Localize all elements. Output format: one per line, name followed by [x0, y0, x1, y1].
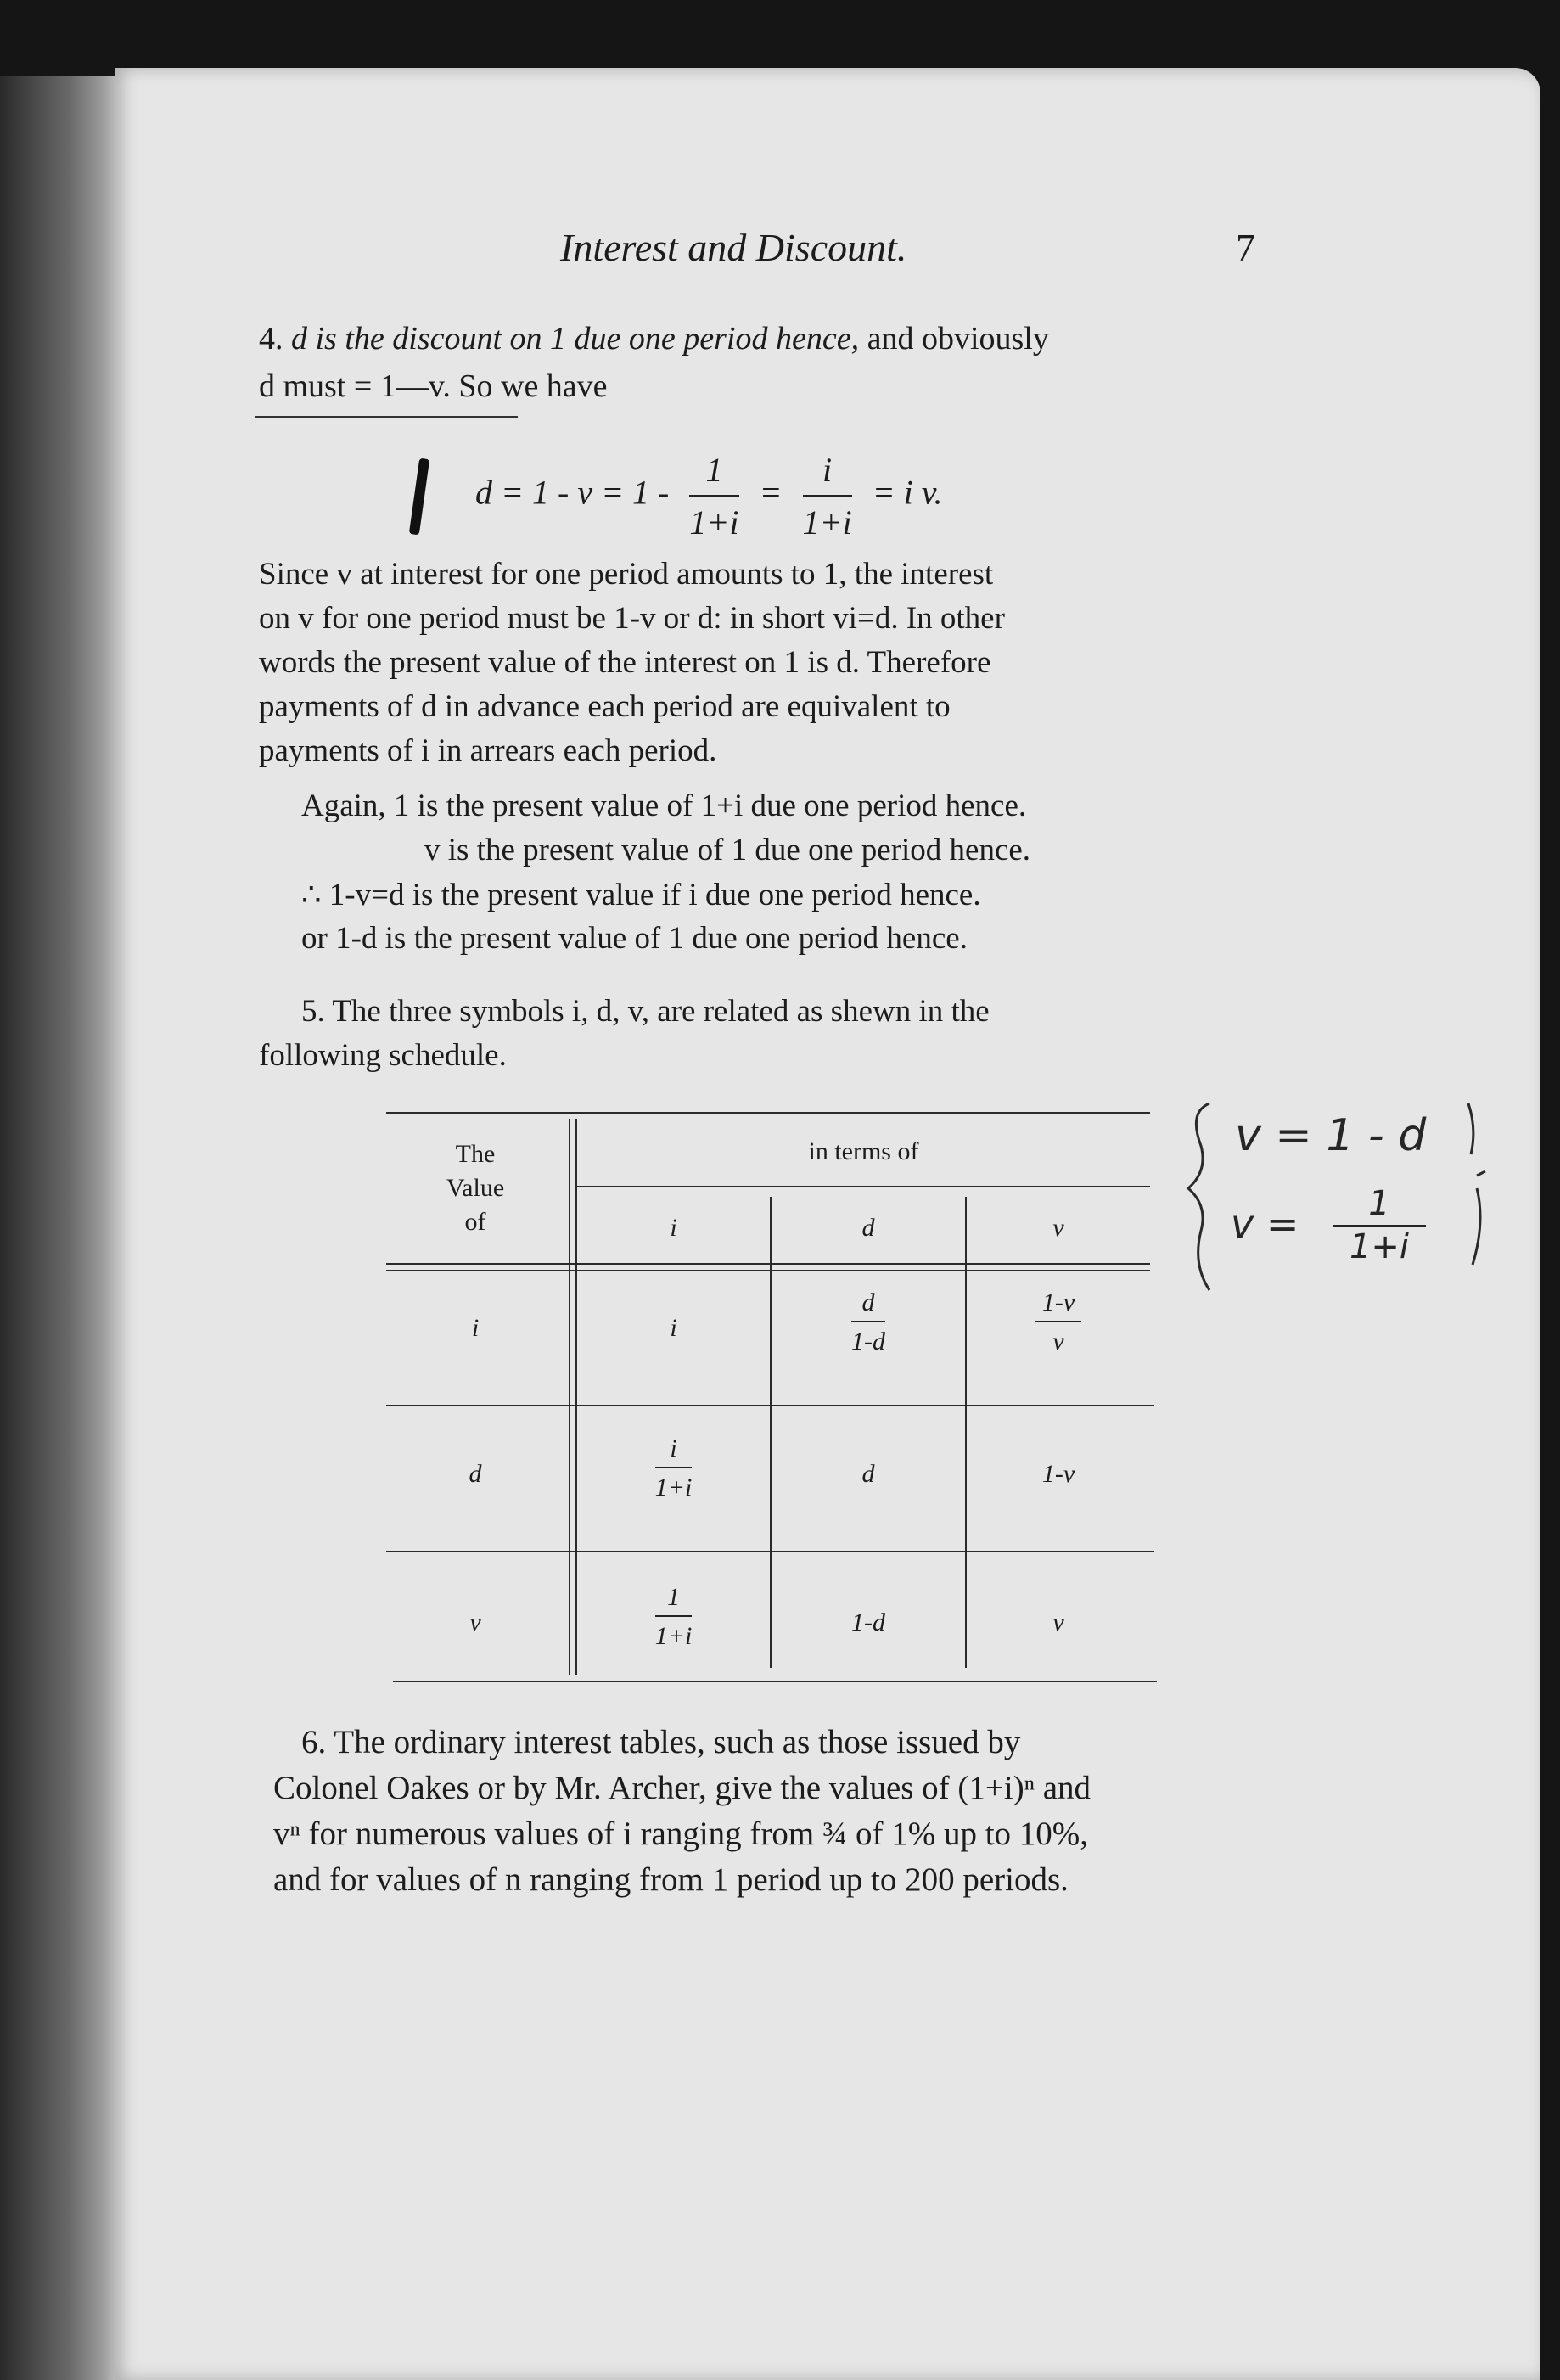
- column-header-i: i: [670, 1214, 677, 1242]
- section-6-line: vⁿ for numerous values of i ranging from ¾ of 1% up to 10%,: [273, 1816, 1089, 1852]
- fraction-denominator: v: [1052, 1328, 1064, 1356]
- row-label-i: i: [471, 1314, 480, 1342]
- cell-d-in-terms-of-d: d: [861, 1460, 875, 1488]
- fraction-numerator: i: [803, 450, 852, 497]
- handwritten-v-equals: v =: [1231, 1201, 1299, 1247]
- cell-fraction: [655, 1434, 693, 1502]
- cell-v-in-terms-of-i: [577, 1583, 770, 1651]
- section-5-line: following schedule.: [259, 1038, 507, 1073]
- cell-fraction: [1035, 1288, 1081, 1356]
- fraction-denominator: 1+i: [654, 1622, 693, 1650]
- column-header-v: v: [1052, 1214, 1064, 1242]
- paragraph-1-line: payments of d in advance each period are equivalent to: [259, 689, 951, 724]
- formula-fraction-2: [803, 450, 852, 542]
- fraction-denominator: 1-d: [851, 1328, 885, 1356]
- section-4-definition: d is the discount on 1 due one period hence,: [291, 321, 860, 356]
- section-4-continuation: and obviously: [859, 321, 1049, 356]
- fraction-numerator: 1-v: [1035, 1288, 1081, 1322]
- row-label-d: d: [469, 1460, 482, 1488]
- fraction-numerator: 1: [655, 1583, 693, 1617]
- header-in-terms-of: in terms of: [808, 1137, 919, 1165]
- table-column-rule: [965, 1197, 967, 1668]
- cell-v-in-terms-of-d: 1-d: [851, 1608, 885, 1636]
- paragraph-1-line: words the present value of the interest on 1 is d. Therefore: [259, 645, 991, 680]
- cell-i-in-terms-of-d: [772, 1288, 965, 1356]
- running-header: Interest and Discount.: [560, 226, 907, 269]
- section-5-line: 5. The three symbols i, d, v, are related as shewn in the: [301, 994, 990, 1029]
- page-number: 7: [1236, 226, 1255, 269]
- header-word: of: [464, 1208, 486, 1236]
- formula-rhs: = i v.: [872, 473, 943, 512]
- paragraph-1-line: on v for one period must be 1-v or d: in short vi=d. In other: [259, 601, 1005, 636]
- fraction-denominator: 1+i: [802, 503, 852, 542]
- column-header-d: d: [861, 1214, 875, 1242]
- cell-d-in-terms-of-v: 1-v: [1041, 1460, 1075, 1488]
- section-6-line: Colonel Oakes or by Mr. Archer, give the values of (1+i)ⁿ and: [273, 1770, 1091, 1806]
- cell-i-in-terms-of-i: i: [670, 1314, 677, 1342]
- table-header-rule: [386, 1263, 1150, 1265]
- section-4-line-1: [259, 323, 1049, 355]
- handwritten-v-equals-1-minus-d: v = 1 - d: [1235, 1110, 1427, 1161]
- cell-fraction: [655, 1583, 693, 1651]
- row-label-v: v: [469, 1608, 481, 1636]
- fraction-denominator: 1+i: [654, 1473, 693, 1502]
- section-6-line: and for values of n ranging from 1 period up to 200 periods.: [273, 1861, 1069, 1898]
- paragraph-2-line: ∴ 1-v=d is the present value if i due one period hence.: [301, 878, 981, 912]
- fraction-numerator: 1: [1333, 1184, 1426, 1227]
- header-word: The: [455, 1140, 496, 1168]
- paragraph-2-line: or 1-d is the present value of 1 due one period hence.: [301, 921, 968, 956]
- table-column-rule: [569, 1119, 570, 1675]
- paragraph-1-line: payments of i in arrears each period.: [259, 733, 717, 768]
- paragraph-1-line: Since v at interest for one period amounts to 1, the interest: [259, 557, 994, 592]
- fraction-denominator: 1+i: [1349, 1227, 1410, 1266]
- table-column-rule: [770, 1197, 772, 1668]
- fraction-numerator: d: [851, 1288, 885, 1322]
- cell-fraction: [851, 1288, 885, 1356]
- book-spine-edge: [0, 76, 127, 2380]
- cell-i-in-terms-of-v: [967, 1288, 1150, 1356]
- cell-d-in-terms-of-i: [577, 1434, 770, 1502]
- header-word: Value: [446, 1174, 505, 1202]
- table-top-rule: [386, 1112, 1150, 1114]
- handwritten-fraction: [1333, 1184, 1426, 1266]
- schedule-table: [386, 1112, 1159, 1682]
- section-6-line: 6. The ordinary interest tables, such as those issued by: [301, 1724, 1021, 1760]
- table-header-rule: [386, 1270, 1150, 1271]
- formula-equals: =: [759, 473, 783, 512]
- formula-fraction-1: [689, 450, 738, 542]
- table-subheader-rule: [577, 1186, 1150, 1187]
- table-bottom-rule: [393, 1681, 1157, 1682]
- header-the-value-of: [386, 1137, 564, 1239]
- fraction-denominator: 1+i: [689, 503, 739, 542]
- paragraph-2-line: Again, 1 is the present value of 1+i due one period hence.: [301, 789, 1027, 823]
- fraction-numerator: i: [655, 1434, 693, 1468]
- fraction-numerator: 1: [689, 450, 738, 497]
- formula-lhs: d = 1 - v = 1 -: [475, 473, 670, 512]
- paragraph-2-line: v is the present value of 1 due one period hence.: [424, 833, 1031, 867]
- cell-v-in-terms-of-v: v: [1052, 1608, 1064, 1636]
- section-4-number: 4.: [259, 321, 283, 356]
- section-4-line-2: d must = 1—v. So we have: [259, 368, 608, 404]
- pencil-underline: [255, 416, 518, 418]
- discount-formula: [475, 450, 943, 542]
